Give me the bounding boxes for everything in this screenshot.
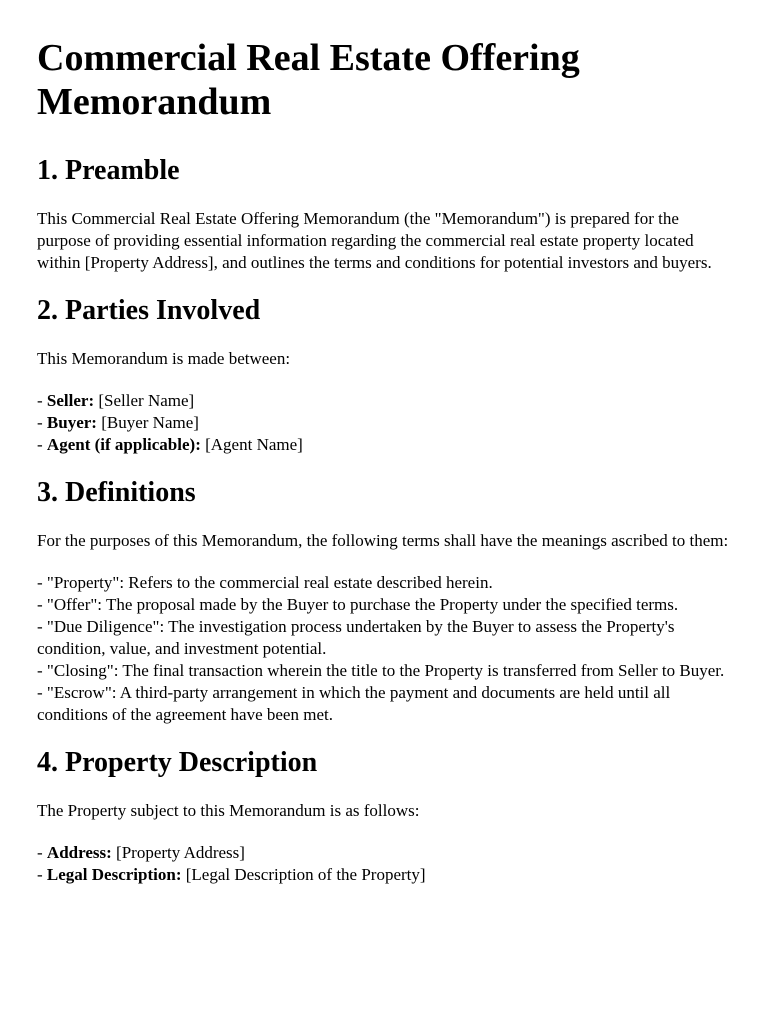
item-prefix: -: [37, 865, 47, 884]
section-paragraph: The Property subject to this Memorandum is as follows:: [37, 801, 420, 820]
section-preamble: [37, 154, 734, 274]
list-item: [37, 842, 734, 864]
section-definitions: [37, 476, 734, 726]
item-prefix: -: [37, 391, 47, 410]
section-heading: 1. Preamble: [37, 155, 180, 186]
list-item: - "Due Diligence": The investigation process undertaken by the Buyer to assess the Property's condition, value, and investment potential.: [37, 617, 675, 658]
list-item: [37, 434, 734, 456]
item-label: Buyer:: [46, 413, 97, 432]
section-heading: 4. Property Description: [37, 747, 318, 778]
section-heading: 3. Definitions: [37, 477, 196, 508]
item-prefix: -: [37, 413, 47, 432]
list-item: [37, 412, 734, 434]
item-label: Legal Description:: [46, 865, 182, 884]
item-label: Address:: [46, 843, 112, 862]
item-value: [Legal Description of the Property]: [181, 865, 426, 884]
section-paragraph: This Commercial Real Estate Offering Memorandum (the "Memorandum") is prepared for the purpose of providing essential information regarding the commercial real estate property located within [Property Address], and outlines the terms and conditions for potential investors and buyers.: [37, 209, 712, 272]
item-value: [Seller Name]: [94, 391, 195, 410]
definitions-list: [37, 572, 734, 726]
item-label: Seller:: [46, 391, 95, 410]
list-item: - "Offer": The proposal made by the Buyer to purchase the Property under the specified terms.: [37, 595, 679, 614]
item-value: [Agent Name]: [200, 435, 303, 454]
list-item: - "Closing": The final transaction wherein the title to the Property is transferred from Seller to Buyer.: [37, 661, 725, 680]
section-paragraph: For the purposes of this Memorandum, the following terms shall have the meanings ascribed to them:: [37, 531, 729, 550]
section-paragraph: This Memorandum is made between:: [37, 349, 291, 368]
document-title: Commercial Real Estate Offering Memorandum: [37, 37, 580, 123]
item-prefix: -: [37, 435, 47, 454]
list-item: [37, 864, 734, 886]
section-property-description: [37, 746, 734, 886]
item-prefix: -: [37, 843, 47, 862]
section-parties: [37, 294, 734, 456]
list-item: - "Property": Refers to the commercial real estate described herein.: [37, 573, 493, 592]
item-value: [Buyer Name]: [96, 413, 199, 432]
property-list: [37, 842, 734, 886]
list-item: - "Escrow": A third-party arrangement in which the payment and documents are held until all conditions of the agreement have been met.: [37, 683, 671, 724]
section-heading: 2. Parties Involved: [37, 295, 261, 326]
parties-list: [37, 390, 734, 456]
item-value: [Property Address]: [111, 843, 245, 862]
list-item: [37, 390, 734, 412]
item-label: Agent (if applicable):: [46, 435, 201, 454]
